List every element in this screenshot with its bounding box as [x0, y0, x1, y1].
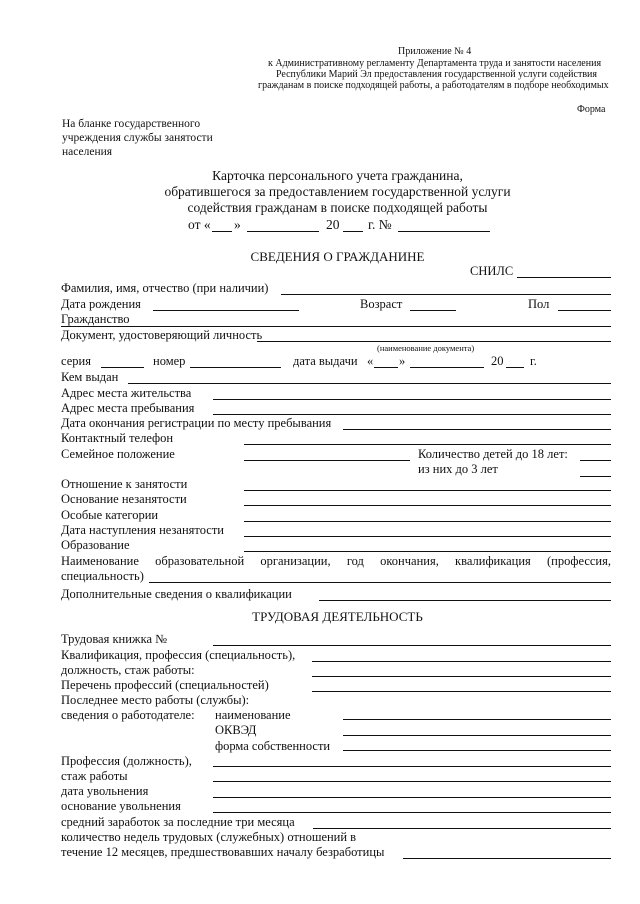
issued-by-label: Кем выдан — [61, 370, 119, 384]
unemployment-basis-field[interactable] — [244, 505, 611, 506]
education-label: Образование — [61, 538, 130, 552]
professions-list-field-2[interactable] — [312, 691, 611, 692]
weeks-label-line1: количество недель трудовых (служебных) отношений в — [61, 830, 357, 844]
issue-date-label: дата выдачи — [293, 354, 358, 368]
stay-address-label: Адрес места пребывания — [61, 401, 195, 415]
registration-end-field[interactable] — [343, 429, 611, 430]
children-under-3-field[interactable] — [580, 476, 611, 477]
okved-field[interactable] — [343, 735, 611, 736]
dismissal-date-label: дата увольнения — [61, 784, 149, 798]
section-heading-citizen: СВЕДЕНИЯ О ГРАЖДАНИНЕ — [250, 249, 425, 264]
avg-salary-label: средний заработок за последние три месяца — [61, 815, 295, 829]
section-heading-work: ТРУДОВАЯ ДЕЯТЕЛЬНОСТЬ — [252, 609, 423, 624]
issue-month-field[interactable] — [410, 367, 484, 368]
weeks-field[interactable] — [403, 858, 611, 859]
appendix-text-line3: гражданам в поиске подходящей работы, а работодателям в подборе необходимых — [258, 80, 609, 91]
birth-date-field[interactable] — [153, 310, 299, 311]
fio-field[interactable] — [281, 294, 611, 295]
edu-org-field[interactable] — [149, 582, 611, 583]
issue-quote-open: « — [367, 354, 374, 368]
sex-field[interactable] — [558, 310, 611, 311]
profession-position-label: Профессия (должность), — [61, 754, 192, 768]
issue-year-field[interactable] — [506, 367, 524, 368]
family-status-field[interactable] — [244, 460, 410, 461]
additional-qualification-field[interactable] — [319, 600, 611, 601]
blank-note-line3: населения — [62, 146, 113, 158]
residence-address-field[interactable] — [213, 399, 611, 400]
form-label: Форма — [577, 104, 606, 115]
card-day-field[interactable] — [212, 231, 232, 232]
children-under-18-label: Количество детей до 18 лет: — [418, 447, 568, 461]
profession-position-field[interactable] — [213, 766, 611, 767]
stay-address-field[interactable] — [213, 414, 611, 415]
card-title-line3: содействия гражданам в поиске подходящей работы — [187, 200, 488, 215]
id-document-label: Документ, удостоверяющий личность — [61, 328, 263, 342]
weeks-label-line2: течение 12 месяцев, предшествовавших началу безработицы — [61, 845, 385, 859]
snils-label: СНИЛС — [470, 264, 514, 278]
attitude-employment-label: Отношение к занятости — [61, 477, 188, 491]
citizenship-field[interactable] — [61, 326, 611, 327]
series-field[interactable] — [101, 367, 144, 368]
work-experience-field[interactable] — [213, 781, 611, 782]
qualification-label-line2: должность, стаж работы: — [61, 663, 195, 677]
qualification-label-line1: Квалификация, профессия (специальность), — [61, 648, 296, 662]
work-book-field[interactable] — [213, 645, 611, 646]
family-status-label: Семейное положение — [61, 447, 175, 461]
special-categories-label: Особые категории — [61, 508, 159, 522]
education-field[interactable] — [244, 551, 611, 552]
avg-salary-field[interactable] — [313, 828, 611, 829]
age-field[interactable] — [410, 310, 456, 311]
registration-end-label: Дата окончания регистрации по месту пребывания — [61, 416, 332, 430]
phone-field[interactable] — [244, 444, 611, 445]
appendix-number: Приложение № 4 — [398, 46, 472, 57]
blank-note-line1: На бланке государственного — [62, 118, 201, 130]
number-field[interactable] — [190, 367, 281, 368]
issue-quote-close: » — [399, 354, 406, 368]
unemployment-date-label: Дата наступления незанятости — [61, 523, 224, 537]
series-label: серия — [61, 354, 91, 368]
card-year-field[interactable] — [343, 231, 363, 232]
ownership-form-label: форма собственности — [215, 739, 331, 753]
blank-note-line2: учреждения службы занятости — [62, 132, 213, 144]
citizenship-label: Гражданство — [61, 312, 130, 326]
employer-name-field[interactable] — [343, 719, 611, 720]
special-categories-field[interactable] — [244, 521, 611, 522]
edu-org-label-line2: специальность) — [61, 569, 144, 583]
phone-label: Контактный телефон — [61, 431, 174, 445]
card-month-field[interactable] — [247, 231, 319, 232]
card-number-field[interactable] — [398, 231, 490, 232]
okved-label: ОКВЭД — [215, 723, 257, 737]
professions-list-field-1[interactable] — [312, 676, 611, 677]
unemployment-basis-label: Основание незанятости — [61, 492, 187, 506]
birth-date-label: Дата рождения — [61, 297, 141, 311]
id-document-field[interactable] — [257, 341, 611, 342]
children-under-18-field[interactable] — [580, 460, 611, 461]
children-under-3-label: из них до 3 лет — [418, 462, 498, 476]
card-title-line1: Карточка персонального учета гражданина, — [212, 168, 463, 183]
edu-org-label-line1: Наименование образовательной организации, год окончания, квалификация (профессия, — [61, 554, 611, 568]
work-book-label: Трудовая книжка № — [61, 632, 168, 646]
card-title-line2: обратившегося за предоставлением государственной услуги — [164, 184, 511, 199]
number-label: номер — [153, 354, 186, 368]
employer-name-label: наименование — [215, 708, 291, 722]
appendix-text-line1: к Административному регламенту Департамента труда и занятости населения — [268, 58, 602, 69]
age-label: Возраст — [360, 297, 403, 311]
attitude-employment-field[interactable] — [244, 490, 611, 491]
issued-by-field[interactable] — [128, 383, 611, 384]
doc-name-hint: (наименование документа) — [377, 343, 475, 353]
additional-qualification-label: Дополнительные сведения о квалификации — [61, 587, 292, 601]
snils-field[interactable] — [517, 277, 611, 278]
issue-year-suffix: г. — [530, 354, 537, 368]
last-workplace-label: Последнее место работы (службы): — [61, 693, 250, 707]
residence-address-label: Адрес места жительства — [61, 386, 192, 400]
unemployment-date-field[interactable] — [244, 536, 611, 537]
sex-label: Пол — [528, 297, 550, 311]
qualification-field[interactable] — [312, 661, 611, 662]
appendix-text-line2: Республики Марий Эл предоставления государственной услуги содействия — [276, 69, 598, 80]
ownership-form-field[interactable] — [343, 750, 611, 751]
work-experience-label: стаж работы — [61, 769, 128, 783]
dismissal-basis-label: основание увольнения — [61, 799, 181, 813]
issue-day-field[interactable] — [374, 367, 398, 368]
dismissal-date-field[interactable] — [213, 797, 611, 798]
employer-info-label: сведения о работодателе: — [61, 708, 195, 722]
professions-list-label: Перечень профессий (специальностей) — [61, 678, 269, 692]
fio-label: Фамилия, имя, отчество (при наличии) — [61, 281, 269, 295]
dismissal-basis-field[interactable] — [213, 812, 611, 813]
issue-year-prefix: 20 — [491, 354, 504, 368]
